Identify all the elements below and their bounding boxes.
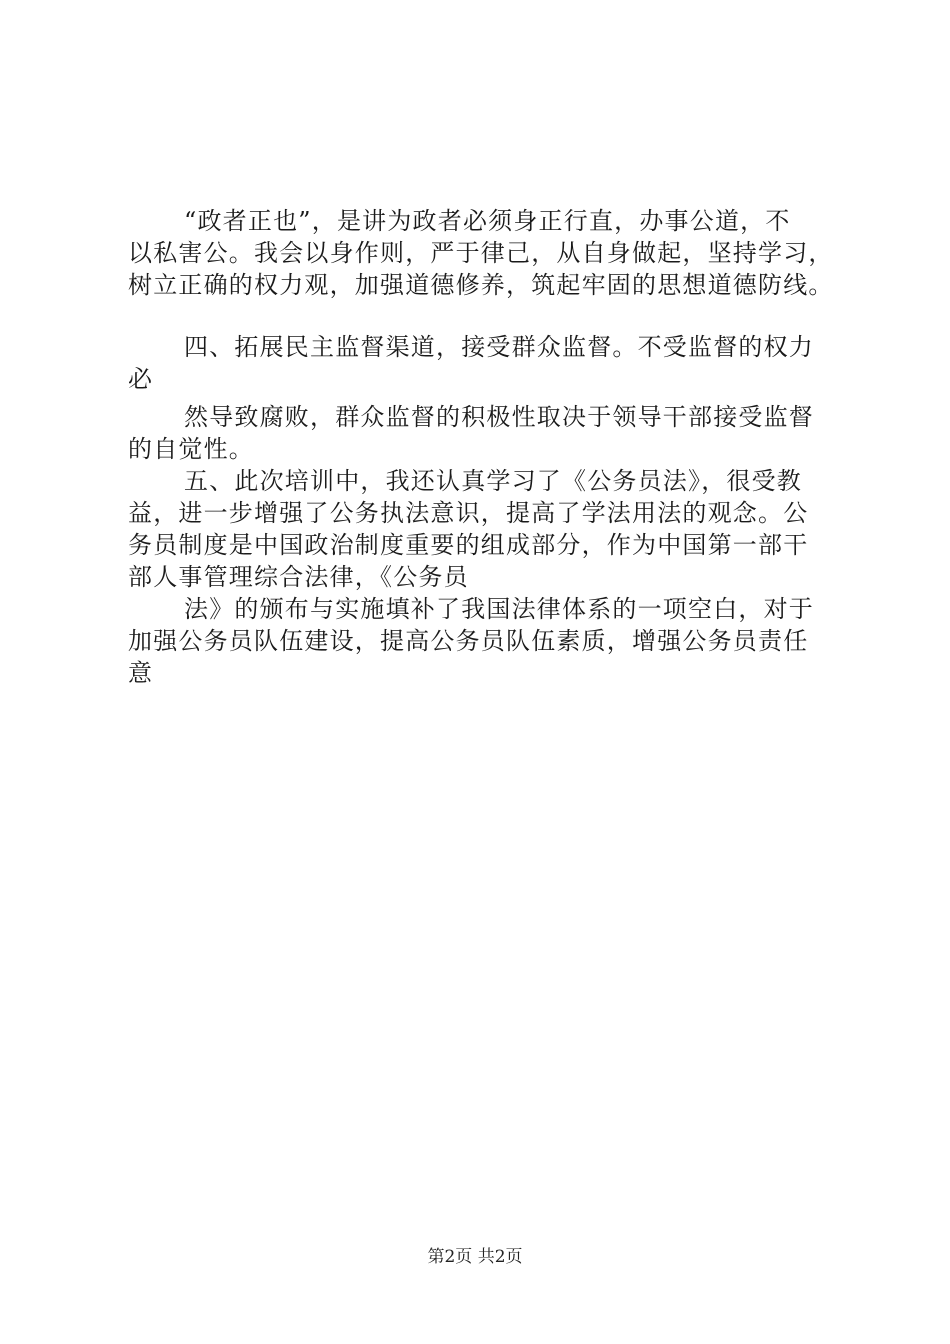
text-line: 然导致腐败，群众监督的积极性取决于领导干部接受监督	[184, 403, 814, 431]
page-number-label: 第2页 共2页	[427, 1247, 523, 1267]
text-line: 加强公务员队伍建设，提高公务员队伍素质，增强公务员责任	[128, 627, 809, 655]
text-line: “政者正也”，是讲为政者必须身正行直，办事公道，不	[184, 207, 791, 235]
paragraph-3	[128, 401, 848, 465]
text-line: 法》的颁布与实施填补了我国法律体系的一项空白，对于	[184, 595, 814, 623]
text-line: 的自觉性。	[128, 435, 254, 463]
text-line: 以私害公。我会以身作则，严于律己，从自身做起，坚持学习，	[128, 239, 834, 267]
paragraph-1	[128, 205, 848, 301]
text-line: 意	[128, 659, 154, 687]
text-line: 务员制度是中国政治制度重要的组成部分，作为中国第一部干	[128, 531, 809, 559]
text-line: 四、拓展民主监督渠道，接受群众监督。不受监督的权力	[184, 333, 814, 361]
paragraph-spacer	[128, 301, 848, 331]
text-line: 五、此次培训中，我还认真学习了《公务员法》，很受教	[184, 467, 802, 495]
text-line: 树立正确的权力观，加强道德修养，筑起牢固的思想道德防线。	[128, 271, 834, 299]
page-footer	[0, 1242, 950, 1267]
text-line: 必	[128, 365, 154, 393]
text-line: 益，进一步增强了公务执法意识，提高了学法用法的观念。公	[128, 499, 809, 527]
paragraph-4	[128, 465, 848, 593]
paragraph-5	[128, 593, 848, 689]
text-line: 部人事管理综合法律，《公务员	[128, 563, 469, 591]
document-body	[128, 205, 848, 689]
paragraph-2	[128, 331, 848, 395]
